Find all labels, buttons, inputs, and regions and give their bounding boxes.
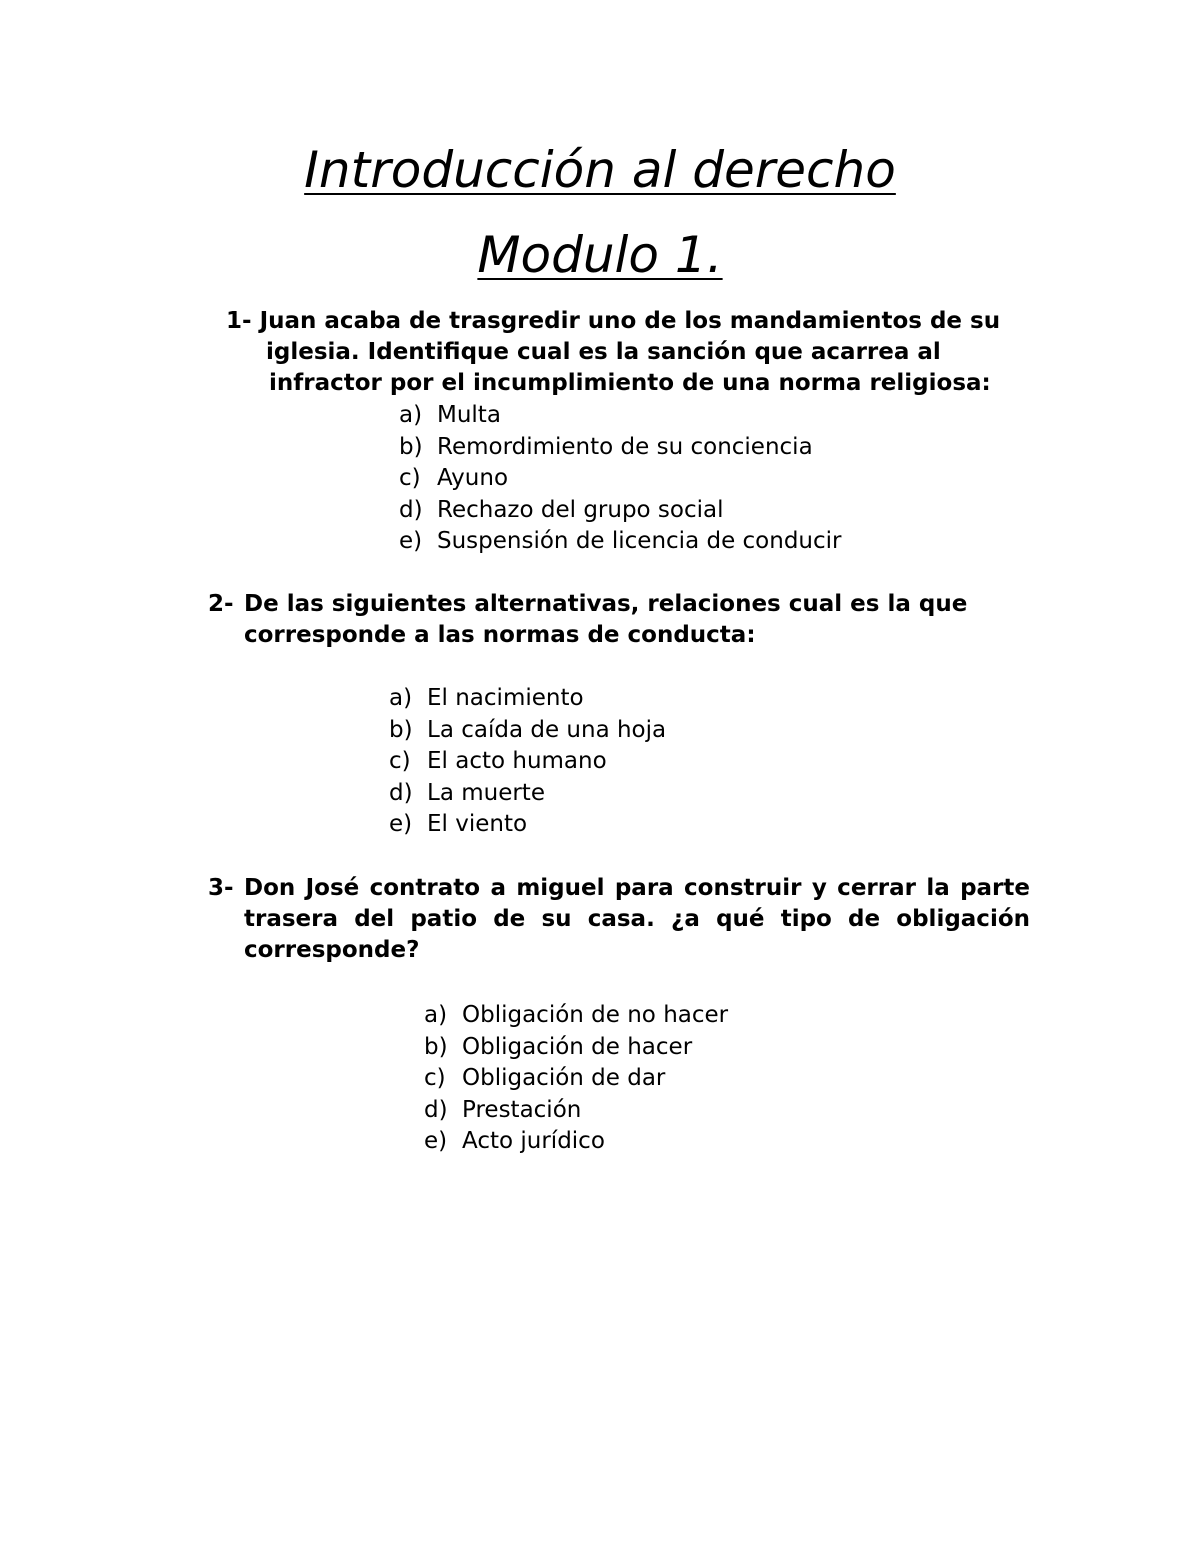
option-letter: a) — [389, 685, 413, 711]
option-text: El viento — [427, 811, 528, 837]
option-text: Suspensión de licencia de conducir — [437, 528, 842, 554]
option-text: Ayuno — [437, 465, 509, 491]
option-1d — [399, 495, 842, 527]
option-text: Multa — [437, 402, 501, 428]
option-letter: d) — [389, 779, 413, 806]
option-3c — [424, 1063, 728, 1095]
document-title: Introducción al derecho — [304, 141, 896, 199]
option-2e — [389, 809, 666, 841]
option-text: El acto humano — [427, 748, 607, 774]
option-3a — [424, 1000, 728, 1032]
option-2c — [389, 746, 666, 778]
option-letter: e) — [399, 528, 423, 554]
option-letter: b) — [424, 1033, 448, 1060]
option-1a — [399, 400, 842, 432]
question-3-options — [424, 1000, 728, 1158]
question-3-number: 3- — [208, 875, 234, 901]
option-letter: a) — [399, 402, 423, 428]
question-2-text: De las siguientes alternativas, relaciones cual es la que corresponde a las normas de conducta: — [244, 591, 968, 648]
question-1-options — [399, 400, 842, 558]
option-text: Obligación de hacer — [462, 1033, 693, 1060]
option-2a — [389, 683, 666, 715]
option-letter: a) — [424, 1002, 448, 1028]
option-1c — [399, 463, 842, 495]
option-text: El nacimiento — [427, 685, 584, 711]
option-text: Rechazo del grupo social — [437, 496, 724, 523]
option-letter: e) — [389, 811, 413, 837]
option-text: La caída de una hoja — [427, 716, 667, 743]
option-text: Remordimiento de su conciencia — [437, 433, 813, 460]
option-letter: c) — [399, 465, 421, 491]
option-text: Prestación — [462, 1096, 582, 1123]
option-letter: e) — [424, 1128, 448, 1154]
option-letter: c) — [424, 1065, 446, 1091]
option-letter: d) — [399, 496, 423, 523]
option-text: Obligación de dar — [462, 1065, 666, 1091]
question-3-text: Don José contrato a miguel para construir y cerrar la parte trasera del patio de su casa. ¿a qué tipo de obligación corresponde? — [244, 875, 1030, 963]
question-1-line-2: iglesia. Identifique cual es la sanción que acarrea al — [266, 339, 941, 365]
option-3e — [424, 1126, 728, 1158]
option-2d — [389, 778, 666, 810]
question-1-number: 1- — [226, 308, 252, 334]
option-letter: d) — [424, 1096, 448, 1123]
option-letter: b) — [399, 433, 423, 460]
option-3b — [424, 1032, 728, 1064]
option-1b — [399, 432, 842, 464]
question-1-line-1: Juan acaba de trasgredir uno de los mandamientos de su — [259, 308, 1001, 334]
question-1-line-3: infractor por el incumplimiento de una norma religiosa: — [269, 370, 991, 396]
option-text: La muerte — [427, 779, 545, 806]
document-subtitle: Modulo 1. — [477, 226, 723, 284]
option-3d — [424, 1095, 728, 1127]
option-letter: c) — [389, 748, 411, 774]
question-2 — [208, 589, 1038, 651]
option-letter: b) — [389, 716, 413, 743]
option-text: Acto jurídico — [462, 1128, 605, 1154]
option-2b — [389, 715, 666, 747]
question-1-text — [226, 306, 1026, 399]
question-2-options — [389, 683, 666, 841]
option-text: Obligación de no hacer — [462, 1002, 729, 1028]
question-3 — [208, 873, 1030, 966]
option-1e — [399, 526, 842, 558]
question-2-number: 2- — [208, 591, 234, 617]
question-1 — [226, 306, 1026, 399]
